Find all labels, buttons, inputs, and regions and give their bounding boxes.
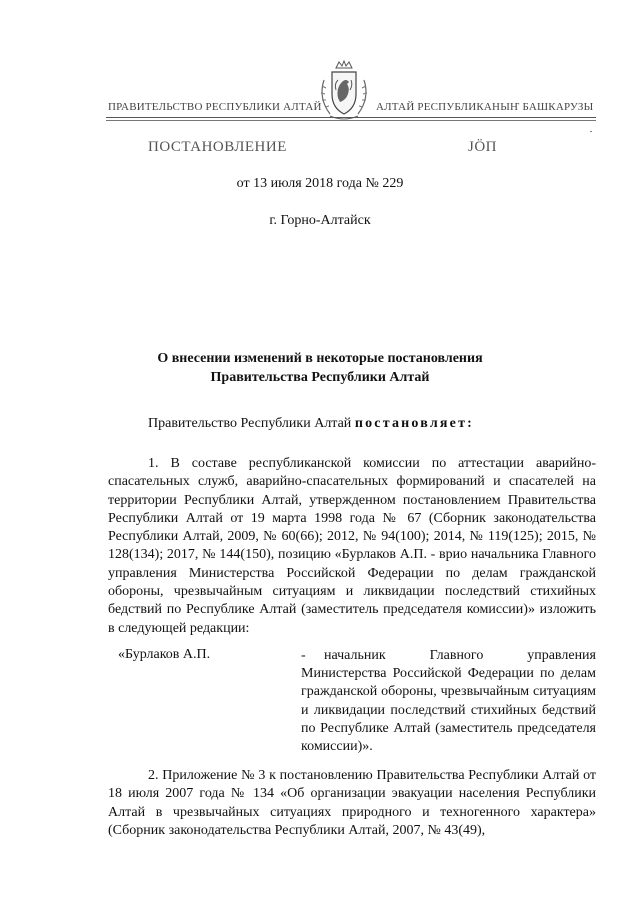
member-position — [301, 647, 596, 756]
member-dash: - — [301, 648, 306, 663]
resolution-intro — [148, 416, 474, 432]
document-title — [0, 349, 640, 387]
scan-mark — [590, 131, 592, 132]
government-title-alt: АЛТАЙ РЕСПУБЛИКАНЫҤ БАШКАРУЗЫ — [376, 101, 594, 113]
doc-type-ru: ПОСТАНОВЛЕНИЕ — [148, 139, 287, 155]
member-name: «Бурлаков А.П. — [118, 647, 211, 662]
paragraph-1 — [108, 455, 596, 638]
member-position-text: начальник Главного управления Министерства Российской Федерации по делам гражданской обороны, чрезвычайным ситуациям и ликвидации последствий стихийных бедствий по Республике Алтай (заместитель председателя комиссии)». — [301, 648, 596, 755]
header-divider — [106, 117, 596, 118]
intro-subject: Правительство Республики Алтай — [148, 416, 352, 431]
government-title-ru: ПРАВИТЕЛЬСТВО РЕСПУБЛИКИ АЛТАЙ — [108, 101, 322, 113]
doc-type-alt: ЈӦП — [468, 139, 498, 155]
title-line-2: Правительства Республики Алтай — [210, 370, 430, 385]
coat-of-arms-icon — [316, 60, 372, 122]
paragraph-2 — [108, 767, 596, 840]
document-city: г. Горно-Алтайск — [269, 213, 371, 228]
paragraph-2-text: 2. Приложение № 3 к постановлению Правительства Республики Алтай от 18 июля 2007 года № 134 «Об организации эвакуации населения Республики Алтай в чрезвычайных ситуациях природного и техногенного характера» (Сборник законодательства Республики Алтай, 2007, № 43(49), — [108, 768, 596, 838]
header-divider-secondary — [106, 120, 596, 121]
title-line-1: О внесении изменений в некоторые постановления — [157, 351, 483, 366]
document-date: от 13 июля 2018 года № 229 — [236, 176, 404, 191]
paragraph-1-text: 1. В составе республиканской комиссии по аттестации аварийно-спасательных служб, аварийно-спасательных формирований и спасателей на территории Республики Алтай, утвержденном постановлением Правительства Республики Алтай от 19 марта 1998 года № 67 (Сборник законодательства Республики Алтай, 2009, № 60(66); 2012, № 94(100); 2014, № 119(125); 2015, № 128(134); 2017, № 144(150), позицию «Бурлаков А.П. - врио начальника Главного управления Министерства Российской Федерации по делам гражданской обороны, чрезвычайным ситуациям и ликвидации последствий стихийных бедствий по Республике Алтай (заместитель председателя комиссии)» изложить в следующей редакции: — [108, 456, 596, 636]
intro-verb: постановляет: — [354, 416, 475, 431]
